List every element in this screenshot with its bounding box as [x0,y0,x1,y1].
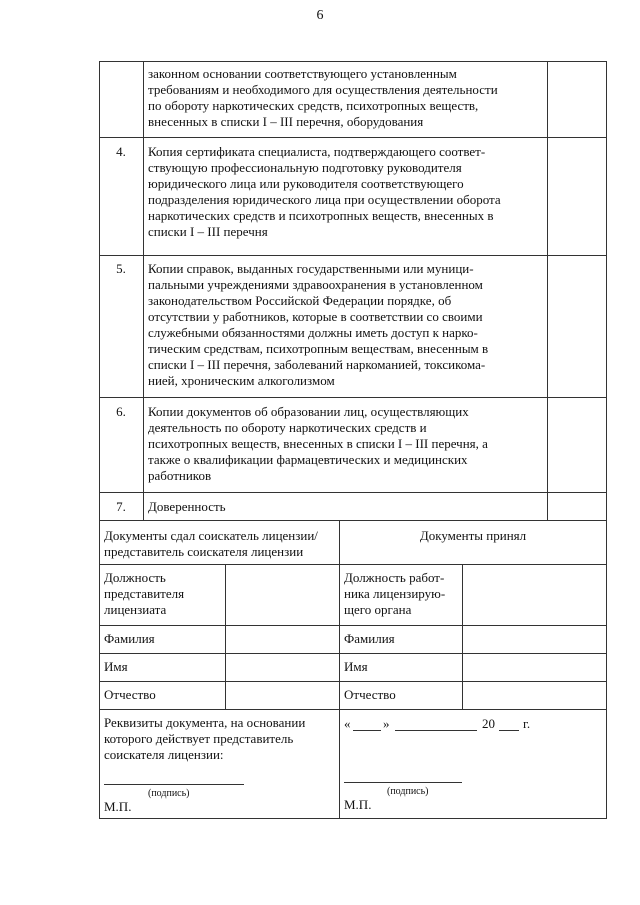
right-name-value[interactable] [463,654,606,680]
right-position-label: Должность работ- ника лицензирую- щего органа [344,570,446,617]
item-number: 7. [116,499,126,514]
row-divider [99,709,607,710]
right-surname-label: Фамилия [344,631,395,646]
left-name-value[interactable] [226,654,338,680]
stamp-label-left: М.П. [104,799,132,814]
date-year-prefix: 20 [482,716,495,731]
row-divider [99,492,607,493]
signature-label-left: (подпись) [148,788,190,799]
right-patronymic-value[interactable] [463,682,606,708]
submitted-header: Документы сдал соискатель лицензии/ представитель соискателя лицензии [104,528,318,559]
signature-line-right[interactable] [344,782,462,783]
row-divider [99,397,607,398]
date-open-quote: « [344,716,351,731]
right-name-label: Имя [344,659,368,674]
date-year-field[interactable] [499,730,519,731]
left-patronymic-label: Отчество [104,687,156,702]
date-month-field[interactable] [395,730,477,731]
table-divider [143,61,144,521]
signature-line-left[interactable] [104,784,244,785]
page-number: 6 [316,8,324,23]
item-text: Доверенность [148,499,226,514]
left-surname-label: Фамилия [104,631,155,646]
table-divider [547,61,548,521]
item-number: 6. [116,404,126,419]
item-text: законном основании соответствующего установленным требованиям и необходимого для осуществления деятельности по обороту наркотических средств, психотропных веществ, внесенных в списки I – III перечня, оборудования [148,66,498,129]
stamp-label-right: М.П. [344,797,372,812]
item-text: Копии справок, выданных государственными или муници- пальными учреждениями здравоохранения в установленном законодательством Российской Федерации порядке, об отсутствии у работников, которые в соответствии со своими служебными обязанностями должны иметь доступ к нарко- тическим средствам, психотропным веществам, внесенным в списки I – III перечня, заболеваний наркоманией, токсикома- нией, хроническим алкоголизмом [148,261,489,388]
left-position-value[interactable] [226,565,338,624]
right-patronymic-label: Отчество [344,687,396,702]
item-number: 4. [116,144,126,159]
left-position-label: Должность представителя лицензиата [104,570,185,617]
date-close-quote: » [383,716,390,731]
requisites-label: Реквизиты документа, на основании которого действует представитель соискателя лицензии: [104,715,306,762]
signature-label-right: (подпись) [387,786,429,797]
item-text: Копия сертификата специалиста, подтверждающего соответ- ствующую профессиональную подготовку руководителя юридического лица или руководителя соответствующего подразделения юридического лица при осуществлении оборота наркотических средств и психотропных веществ, внесенных в списки I – III перечня [148,144,501,239]
left-patronymic-value[interactable] [226,682,338,708]
right-surname-value[interactable] [463,626,606,652]
date-day-field[interactable] [353,730,381,731]
date-year-suffix: г. [523,716,531,731]
right-position-value[interactable] [463,565,606,624]
row-divider [99,255,607,256]
item-text: Копии документов об образовании лиц, осуществляющих деятельность по обороту наркотических средств и психотропных веществ, внесенных в списки I – III перечня, а также о квалификации фармацевтических и медицинских работников [148,404,488,483]
item-number: 5. [116,261,126,276]
row-divider [99,137,607,138]
left-surname-value[interactable] [226,626,338,652]
left-name-label: Имя [104,659,128,674]
accepted-header: Документы принял [419,528,527,543]
